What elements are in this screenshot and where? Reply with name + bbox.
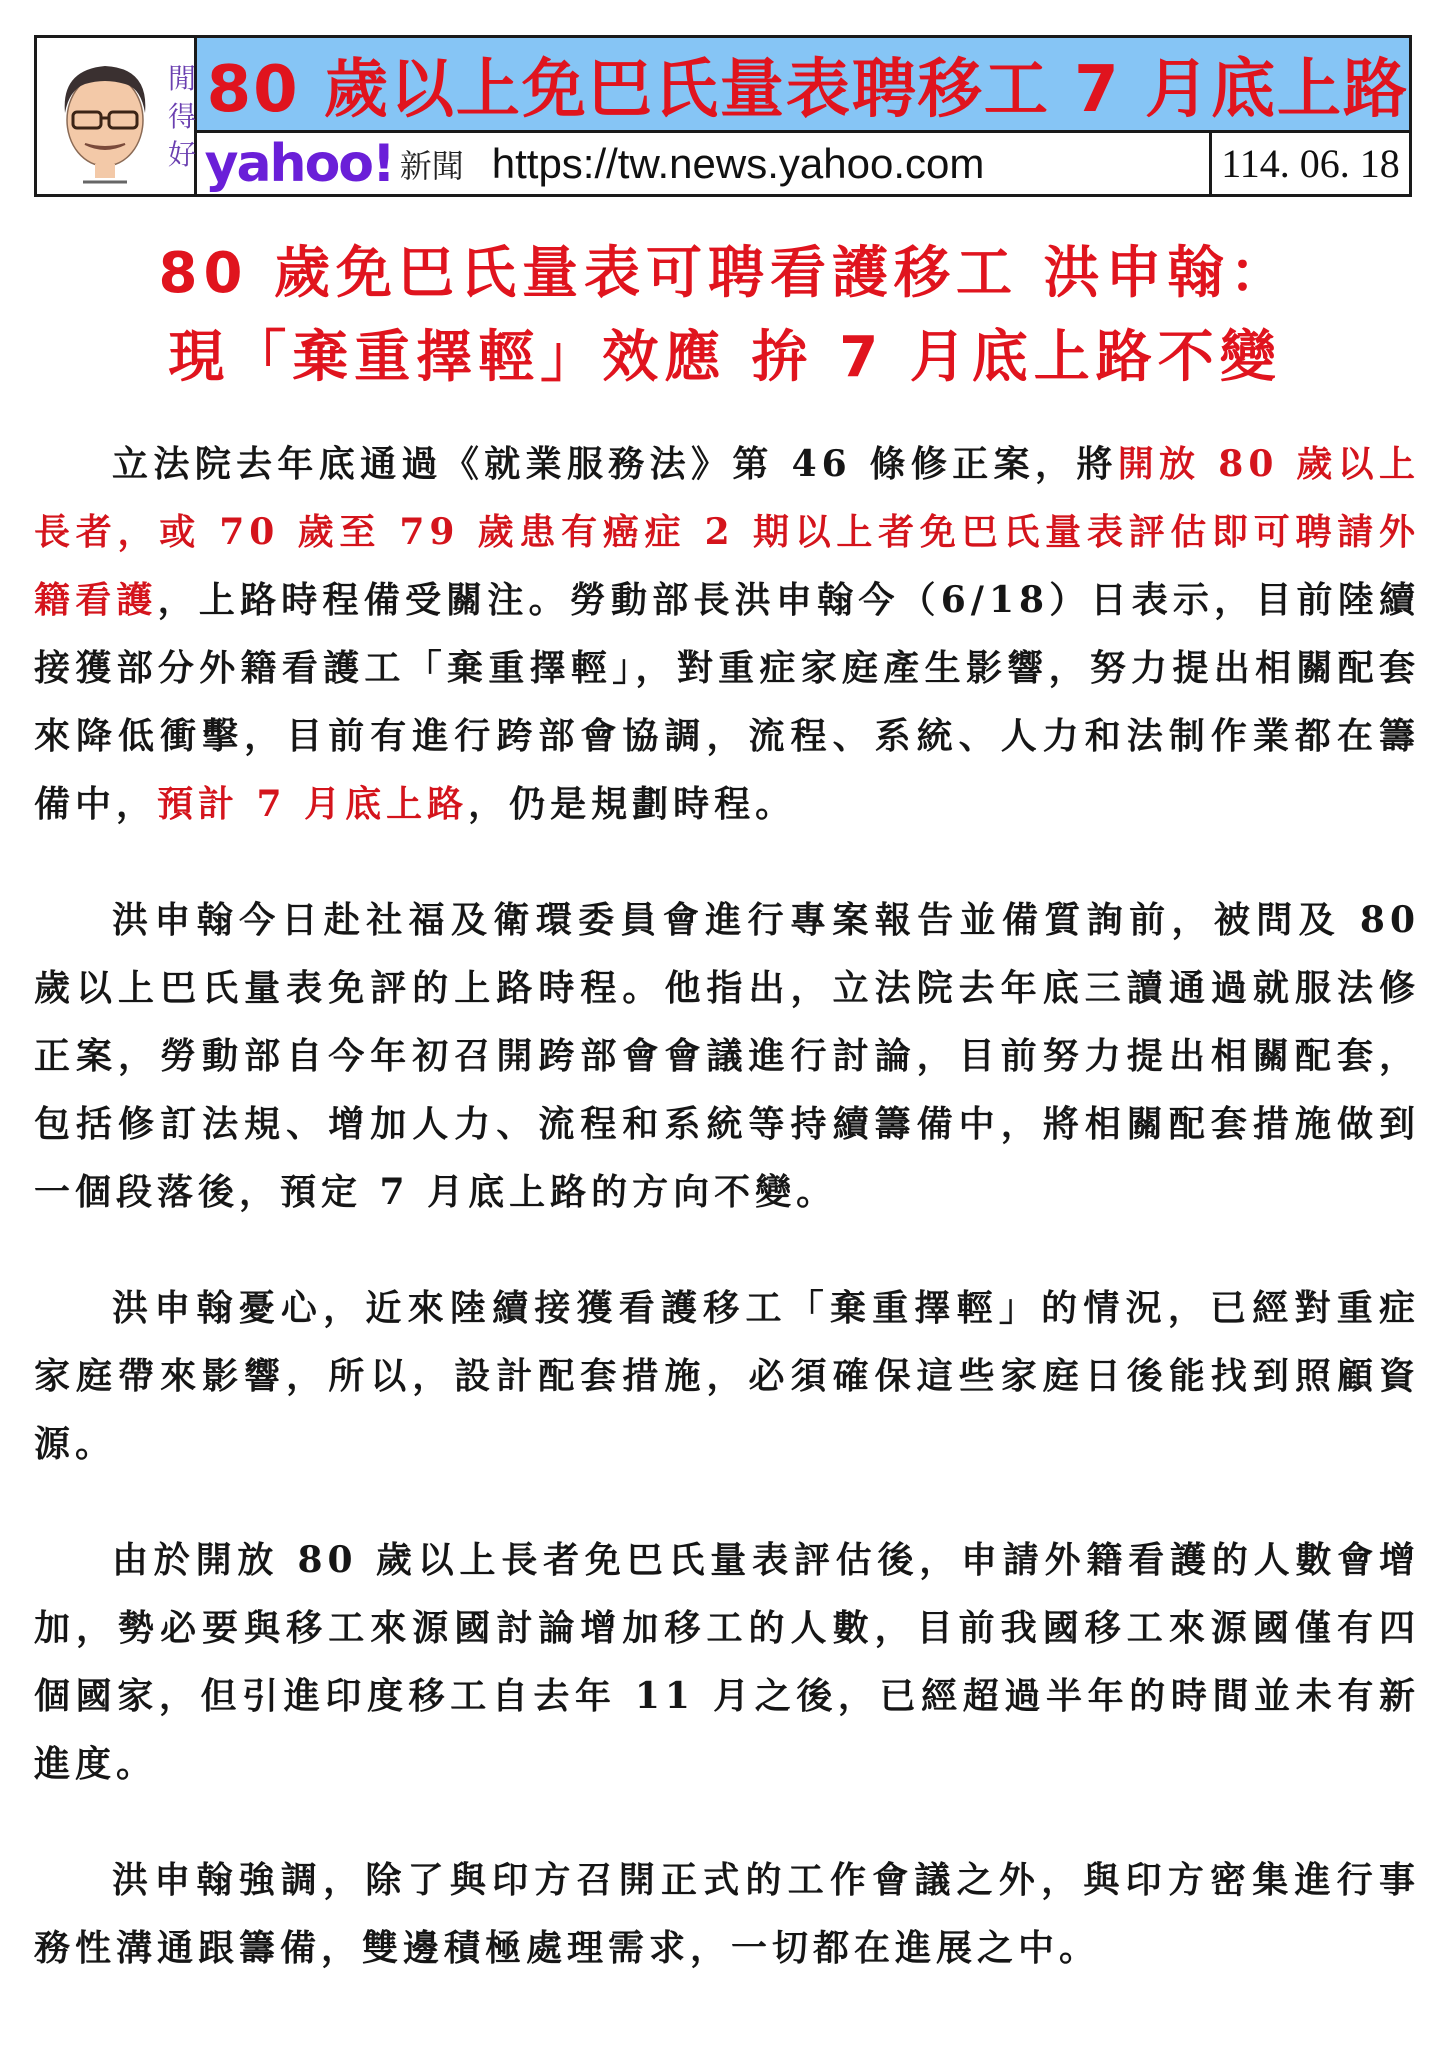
p1-text-c: ，上路時程備受關注。勞動部長洪申翰今（6/18）日表示，目前陸續接獲部分外籍看護工「棄重擇輕」，對重症家庭產生影響，努力提出相關配套來降低衝擊，目前有進行跨部會協調，流程、系統、人力和法制作業都在籌備中， bbox=[34, 579, 1420, 825]
title-banner bbox=[197, 38, 1409, 133]
headline-line-2: 現「棄重擇輕」效應 拚 7 月底上路不變 bbox=[168, 325, 1282, 390]
p1-highlight-eligibility: 開放 80 歲以上長者，或 70 歲至 79 歲患有癌症 2 期以上者免巴氏量表評估即可聘請外籍看護 bbox=[34, 443, 1420, 621]
clipping-title: 80 歲以上免巴氏量表聘移工 7 月底上路 bbox=[206, 53, 1409, 127]
signature-vertical bbox=[167, 60, 197, 174]
source-row bbox=[197, 133, 1409, 194]
publish-date: 114. 06. 18 bbox=[1209, 133, 1409, 194]
headline-line-1: 80 歲免巴氏量表可聘看護移工 洪申翰： bbox=[158, 241, 1292, 306]
signature-char: 閒 bbox=[167, 62, 196, 95]
article-body bbox=[34, 430, 1420, 2030]
p1-text-e: ，仍是規劃時程。 bbox=[468, 783, 797, 825]
paragraph-4: 由於開放 80 歲以上長者免巴氏量表評估後，申請外籍看護的人數會增加，勢必要與移工來源國討論增加移工的人數，目前我國移工來源國僅有四個國家，但引進印度移工自去年 11 月之後，已經超過半年的時間並未有新進度。 bbox=[34, 1539, 1420, 1785]
yahoo-logo: yahoo! bbox=[204, 133, 394, 194]
source-label: 新聞 bbox=[399, 146, 464, 185]
article-headline bbox=[60, 232, 1390, 400]
signature-char: 好 bbox=[167, 138, 196, 171]
paragraph-3: 洪申翰憂心，近來陸續接獲看護移工「棄重擇輕」的情況，已經對重症家庭帶來影響，所以，設計配套措施，必須確保這些家庭日後能找到照顧資源。 bbox=[34, 1287, 1420, 1465]
paragraph-2: 洪申翰今日赴社福及衛環委員會進行專案報告並備質詢前，被問及 80 歲以上巴氏量表免評的上路時程。他指出，立法院去年底三讀通過就服法修正案，勞動部自今年初召開跨部會會議進行討論，目前努力提出相關配套，包括修訂法規、增加人力、流程和系統等持續籌備中，將相關配套措施做到一個段落後，預定 7 月底上路的方向不變。 bbox=[34, 899, 1420, 1213]
paragraph-1 bbox=[34, 430, 1420, 838]
avatar-cartoon-face-icon bbox=[55, 58, 155, 186]
paragraph-5: 洪申翰強調，除了與印方召開正式的工作會議之外，與印方密集進行事務性溝通跟籌備，雙邊積極處理需求，一切都在進展之中。 bbox=[34, 1859, 1420, 1969]
p1-text-a: 立法院去年底通過《就業服務法》第 46 條修正案，將 bbox=[112, 443, 1118, 485]
clipping-header bbox=[34, 35, 1412, 197]
p1-highlight-schedule: 預計 7 月底上路 bbox=[157, 783, 469, 825]
header-right bbox=[197, 38, 1409, 194]
signature-char: 得 bbox=[167, 100, 196, 133]
source-url: https://tw.news.yahoo.com bbox=[491, 139, 985, 187]
avatar-cell bbox=[37, 38, 197, 194]
